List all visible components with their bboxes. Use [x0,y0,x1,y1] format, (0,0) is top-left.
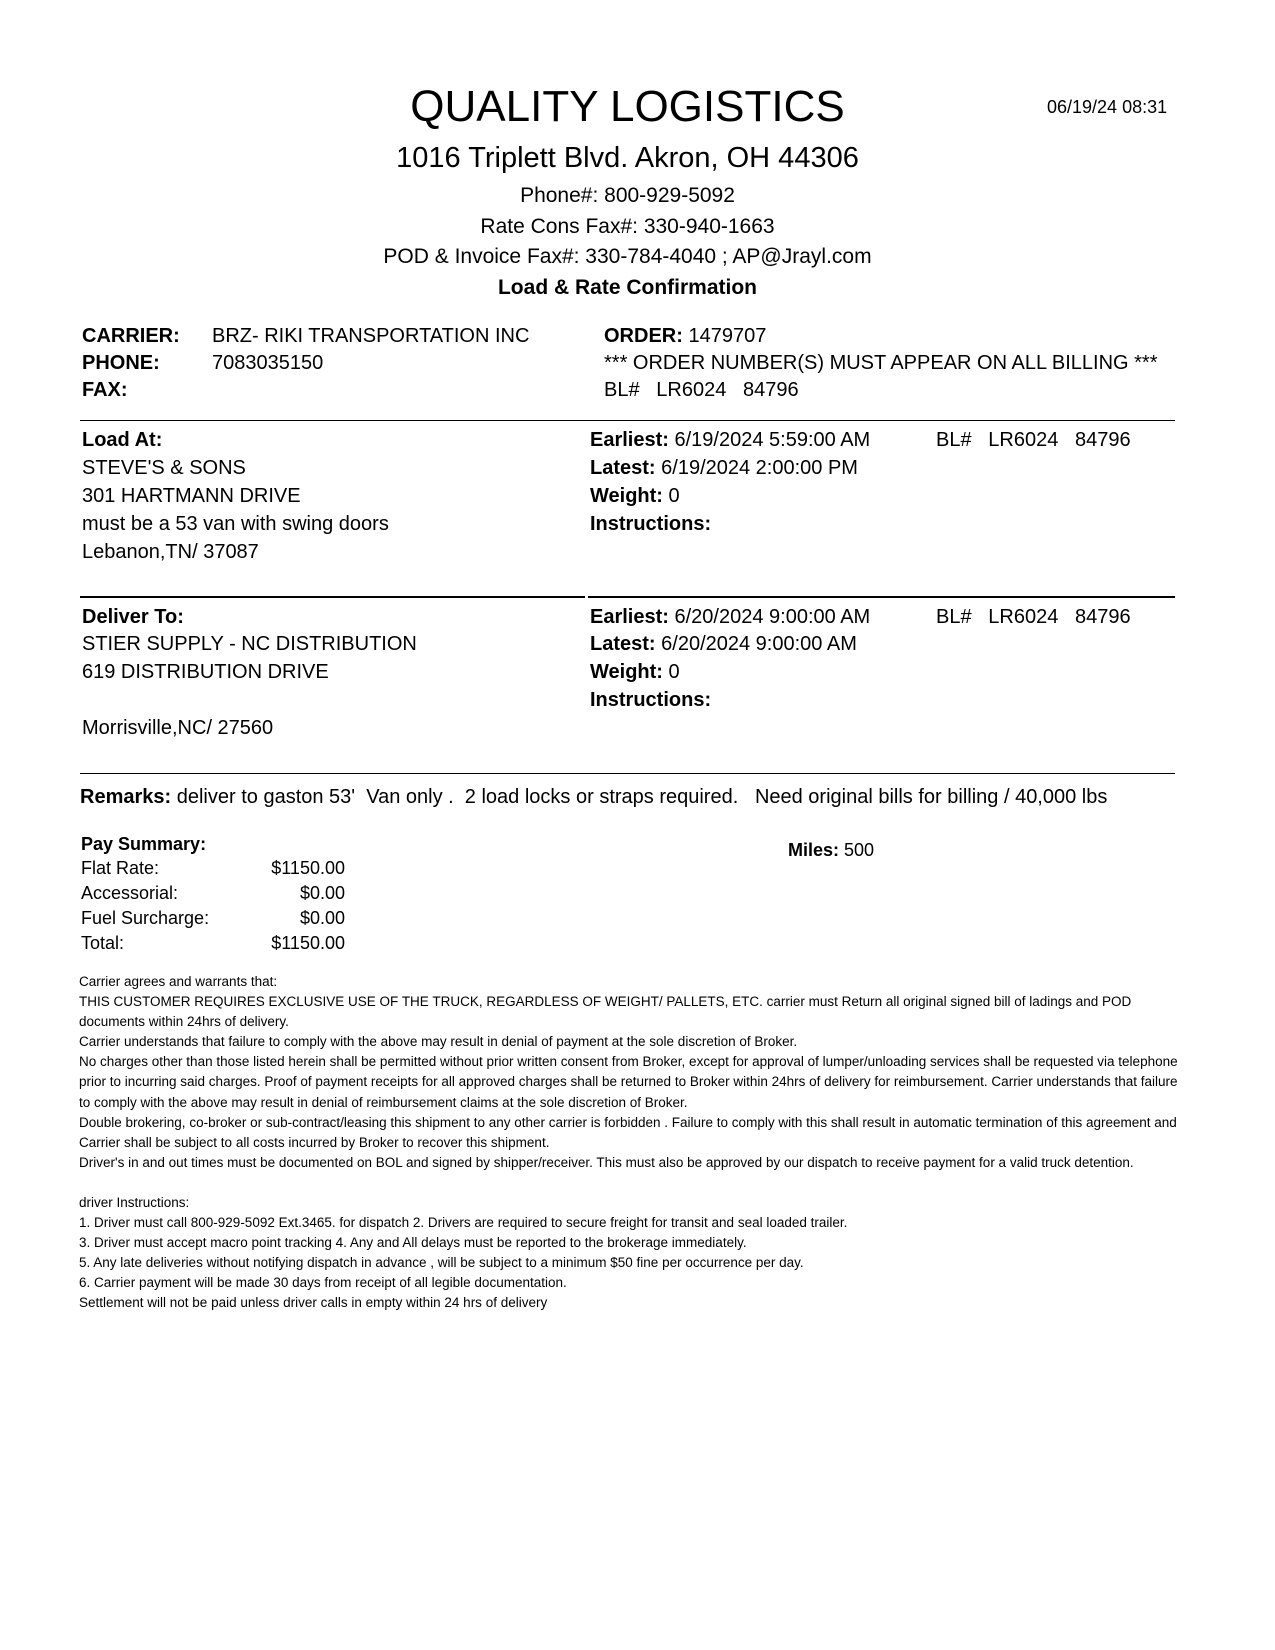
driver-instruction-line: 1. Driver must call 800-929-5092 Ext.3465. for dispatch 2. Drivers are required to secure freight for transit and seal loaded trailer. [79,1215,848,1231]
load-bl-label: BL# [936,429,972,451]
terms-line: No charges other than those listed herein shall be permitted without prior written consent from Broker, except for approval of lumper/unloading services shall be requested via telephone prior to incurring said charges. Proof of payment receipts for all approved charges shall be returned to Broker within 24hrs of delivery for reimbursement. Carrier understands that failure to comply with the above may result in denial of reimbursement claims at the sole discretion of Broker. [79,1054,1178,1110]
load-weight-value: 0 [668,485,680,507]
terms-line: THIS CUSTOMER REQUIRES EXCLUSIVE USE OF THE TRUCK, REGARDLESS OF WEIGHT/ PALLETS, ETC. carrier must Return all original signed bill of ladings and POD documents within 24hrs of delivery. [79,994,1132,1030]
load-latest-value: 6/19/2024 2:00:00 PM [661,457,858,479]
order-label: ORDER: [604,325,683,347]
pay-row-label: Fuel Surcharge: [81,908,210,928]
pay-row-flat-rate [81,858,345,883]
load-latest-label: Latest: [590,457,656,479]
terms-line: Double brokering, co-broker or sub-contract/leasing this shipment to any other carrier is forbidden . Failure to comply with this shall result in automatic termination of this agreement and Carrier shall be subject to all costs incurred by Broker to recover this shipment. [79,1114,1177,1150]
deliver-to-line: STIER SUPPLY - NC DISTRIBUTION [82,633,417,655]
miles-label: Miles: [788,840,840,860]
pay-row-label: Accessorial: [81,883,179,903]
driver-instruction-line: 5. Any late deliveries without notifying dispatch in advance , will be subject to a minimum $50 fine per occurrence per day. [79,1255,804,1271]
deliver-earliest-value: 6/20/2024 9:00:00 AM [674,606,871,628]
load-earliest-value: 6/19/2024 5:59:00 AM [674,429,871,451]
load-weight [590,485,680,508]
driver-instruction-line: 3. Driver must accept macro point tracking 4. Any and All delays must be reported to the brokerage immediately. [79,1235,747,1251]
load-earliest-label: Earliest: [590,429,669,451]
deliver-weight-value: 0 [668,661,680,683]
load-at-line: must be a 53 van with swing doors [82,513,389,535]
load-latest [590,457,858,480]
remarks-text: deliver to gaston 53' Van only . 2 load locks or straps required. Need original bills for billing / 40,000 lbs [176,786,1108,808]
company-name: QUALITY LOGISTICS [410,82,845,131]
order-number: 1479707 [688,325,767,347]
load-at-line: 301 HARTMANN DRIVE [82,485,301,507]
deliver-bl-value: LR6024 84796 [988,606,1131,628]
load-instructions-label: Instructions: [590,513,712,535]
load-at-line: STEVE'S & SONS [82,457,246,479]
billing-notice: *** ORDER NUMBER(S) MUST APPEAR ON ALL BILLING *** [604,352,1158,374]
terms-line: Driver's in and out times must be documented on BOL and signed by shipper/receiver. This must also be approved by our dispatch to receive payment for a valid truck detention. [79,1154,1134,1170]
rate-cons-fax: Rate Cons Fax#: 330-940-1663 [480,215,775,238]
document-title: Load & Rate Confirmation [497,276,757,299]
driver-instruction-line: 6. Carrier payment will be made 30 days from receipt of all legible documentation. [79,1275,567,1291]
divider-load-right [588,596,1175,598]
carrier-phone: 7083035150 [212,352,324,374]
remarks-line [80,786,1107,809]
fax-label: FAX: [82,379,128,401]
pay-row-total [81,933,345,958]
deliver-weight [590,661,680,684]
carrier-name: BRZ- RIKI TRANSPORTATION INC [212,325,530,347]
pay-row-fuel-surcharge [81,908,345,933]
deliver-latest-label: Latest: [590,633,656,655]
load-earliest [590,429,870,452]
pod-invoice-fax: POD & Invoice Fax#: 330-784-4040 ; AP@Jrayl.com [383,245,872,268]
deliver-instructions-label: Instructions: [590,689,712,711]
remarks-label: Remarks: [80,786,172,808]
miles [788,840,874,861]
pay-row-value: $1150.00 [271,933,345,953]
deliver-to-line: Morrisville,NC/ 27560 [82,717,274,739]
deliver-bl-label: BL# [936,606,972,628]
order-bl-label: BL# [604,379,640,401]
deliver-to-line: 619 DISTRIBUTION DRIVE [82,661,329,683]
divider-deliver [80,773,1175,774]
terms-line: Carrier agrees and warrants that: [79,974,278,989]
driver-instruction-line: Settlement will not be paid unless driver calls in empty within 24 hrs of delivery [79,1295,548,1311]
load-at-label: Load At: [82,429,163,451]
deliver-earliest-label: Earliest: [590,606,669,628]
phone-label: PHONE: [82,352,160,374]
pay-summary-label: Pay Summary: [81,834,207,854]
deliver-weight-label: Weight: [590,661,663,683]
load-weight-label: Weight: [590,485,663,507]
print-timestamp: 06/19/24 08:31 [1047,97,1168,117]
load-bl-value: LR6024 84796 [988,429,1131,451]
deliver-earliest [590,606,870,629]
carrier-label: CARRIER: [82,325,180,347]
order-bl-line [604,379,799,402]
load-bl [936,429,1131,452]
company-phone: Phone#: 800-929-5092 [520,184,735,207]
pay-row-label: Flat Rate: [81,858,160,878]
pay-row-value: $1150.00 [271,858,345,878]
driver-instructions-title: driver Instructions: [79,1194,190,1210]
pay-row-accessorial [81,883,345,908]
load-at-line: Lebanon,TN/ 37087 [82,541,259,563]
miles-value: 500 [844,840,875,860]
divider-carrier [80,420,1175,421]
terms-section [79,972,1189,1314]
pay-row-value: $0.00 [299,883,345,903]
pay-row-label: Total: [81,933,125,953]
order-bl-value: LR6024 84796 [656,379,799,401]
divider-load-left [80,596,585,598]
deliver-latest [590,633,857,656]
order-line [604,325,766,348]
pay-row-value: $0.00 [299,908,345,928]
company-address: 1016 Triplett Blvd. Akron, OH 44306 [396,142,859,174]
deliver-bl [936,606,1131,629]
deliver-latest-value: 6/20/2024 9:00:00 AM [661,633,857,655]
deliver-to-label: Deliver To: [82,606,184,628]
terms-line: Carrier understands that failure to comply with the above may result in denial of payment at the sole discretion of Broker. [79,1034,798,1050]
